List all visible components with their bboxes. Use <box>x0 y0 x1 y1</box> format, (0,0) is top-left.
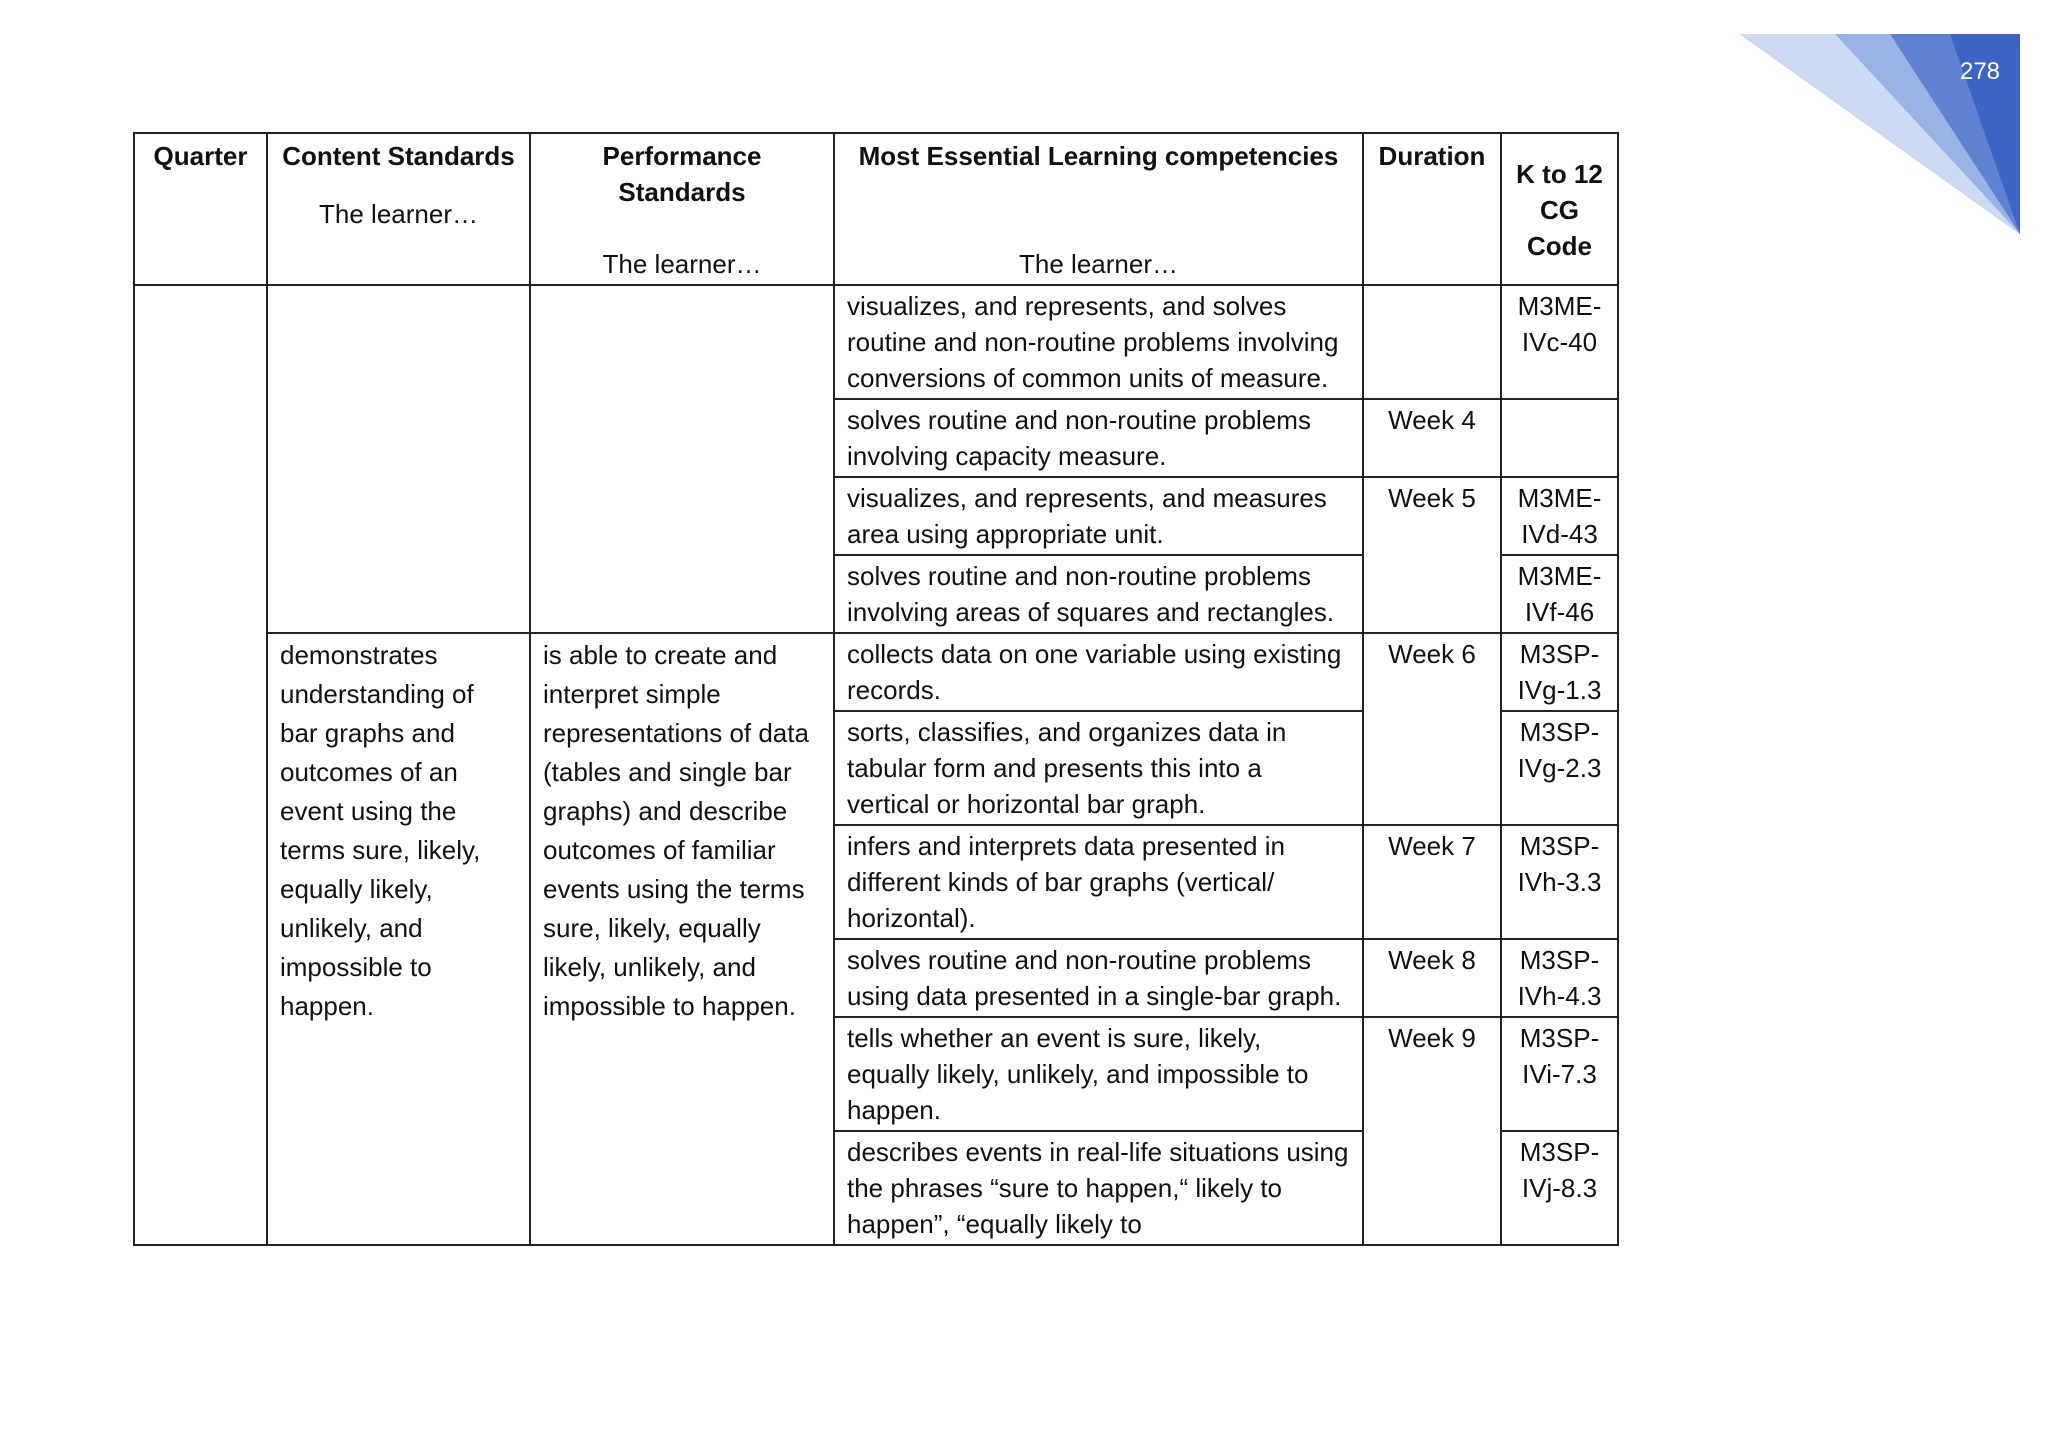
performance-standard-blank <box>530 285 834 633</box>
header-duration: Duration <box>1363 133 1501 285</box>
duration-cell: Week 9 <box>1363 1017 1501 1245</box>
code-cell <box>1501 399 1618 477</box>
content-standard-cell: demonstrates understanding of bar graphs and outcomes of an event using the terms sure, likely, equally likely, unlikely, and impossible to happen. <box>267 633 530 1245</box>
duration-cell: Week 4 <box>1363 399 1501 477</box>
code-cell: M3SP-IVg-1.3 <box>1501 633 1618 711</box>
competency-cell: sorts, classifies, and organizes data in tabular form and presents this into a vertical or horizontal bar graph. <box>834 711 1363 825</box>
header-competencies: Most Essential Learning competencies The learner… <box>834 133 1363 285</box>
competency-cell: visualizes, and represents, and solves routine and non-routine problems involving conversions of common units of measure. <box>834 285 1363 399</box>
duration-cell: Week 6 <box>1363 633 1501 825</box>
header-performance-sub: The learner… <box>602 249 762 279</box>
competency-cell: collects data on one variable using existing records. <box>834 633 1363 711</box>
code-cell: M3ME-IVc-40 <box>1501 285 1618 399</box>
competency-cell: tells whether an event is sure, likely, equally likely, unlikely, and impossible to happen. <box>834 1017 1363 1131</box>
code-cell: M3SP-IVi-7.3 <box>1501 1017 1618 1131</box>
header-content-sub: The learner… <box>319 199 478 229</box>
code-cell: M3ME-IVf-46 <box>1501 555 1618 633</box>
duration-cell: Week 5 <box>1363 477 1501 633</box>
competency-table <box>133 132 1619 1246</box>
header-row <box>134 133 1618 285</box>
quarter-cell <box>134 285 267 1245</box>
duration-cell: Week 7 <box>1363 825 1501 939</box>
duration-cell: Week 8 <box>1363 939 1501 1017</box>
table-row <box>134 633 1618 711</box>
content-standard-blank <box>267 285 530 633</box>
code-cell: M3SP-IVh-3.3 <box>1501 825 1618 939</box>
header-competencies-sub: The learner… <box>1019 249 1178 279</box>
competency-cell: solves routine and non-routine problems involving capacity measure. <box>834 399 1363 477</box>
code-cell: M3SP-IVj-8.3 <box>1501 1131 1618 1245</box>
header-performance-standards: Performance Standards The learner… <box>530 133 834 285</box>
competency-cell: describes events in real-life situations using the phrases “sure to happen,“ likely to happen”, “equally likely to <box>834 1131 1363 1245</box>
header-quarter: Quarter <box>134 133 267 285</box>
duration-cell <box>1363 285 1501 399</box>
competency-cell: infers and interprets data presented in different kinds of bar graphs (vertical/ horizontal). <box>834 825 1363 939</box>
competency-cell: solves routine and non-routine problems using data presented in a single-bar graph. <box>834 939 1363 1017</box>
competency-cell: solves routine and non-routine problems involving areas of squares and rectangles. <box>834 555 1363 633</box>
competency-cell: visualizes, and represents, and measures area using appropriate unit. <box>834 477 1363 555</box>
header-content-standards: Content Standards The learner… <box>267 133 530 285</box>
performance-standard-cell: is able to create and interpret simple representations of data (tables and single bar graphs) and describe outcomes of familiar events using the terms sure, likely, equally likely, unlikely, and impossible to happen. <box>530 633 834 1245</box>
page-number: 278 <box>1959 58 2001 85</box>
table-row <box>134 285 1618 399</box>
code-cell: M3ME-IVd-43 <box>1501 477 1618 555</box>
code-cell: M3SP-IVh-4.3 <box>1501 939 1618 1017</box>
header-cg-code: K to 12 CG Code <box>1501 133 1618 285</box>
code-cell: M3SP-IVg-2.3 <box>1501 711 1618 825</box>
